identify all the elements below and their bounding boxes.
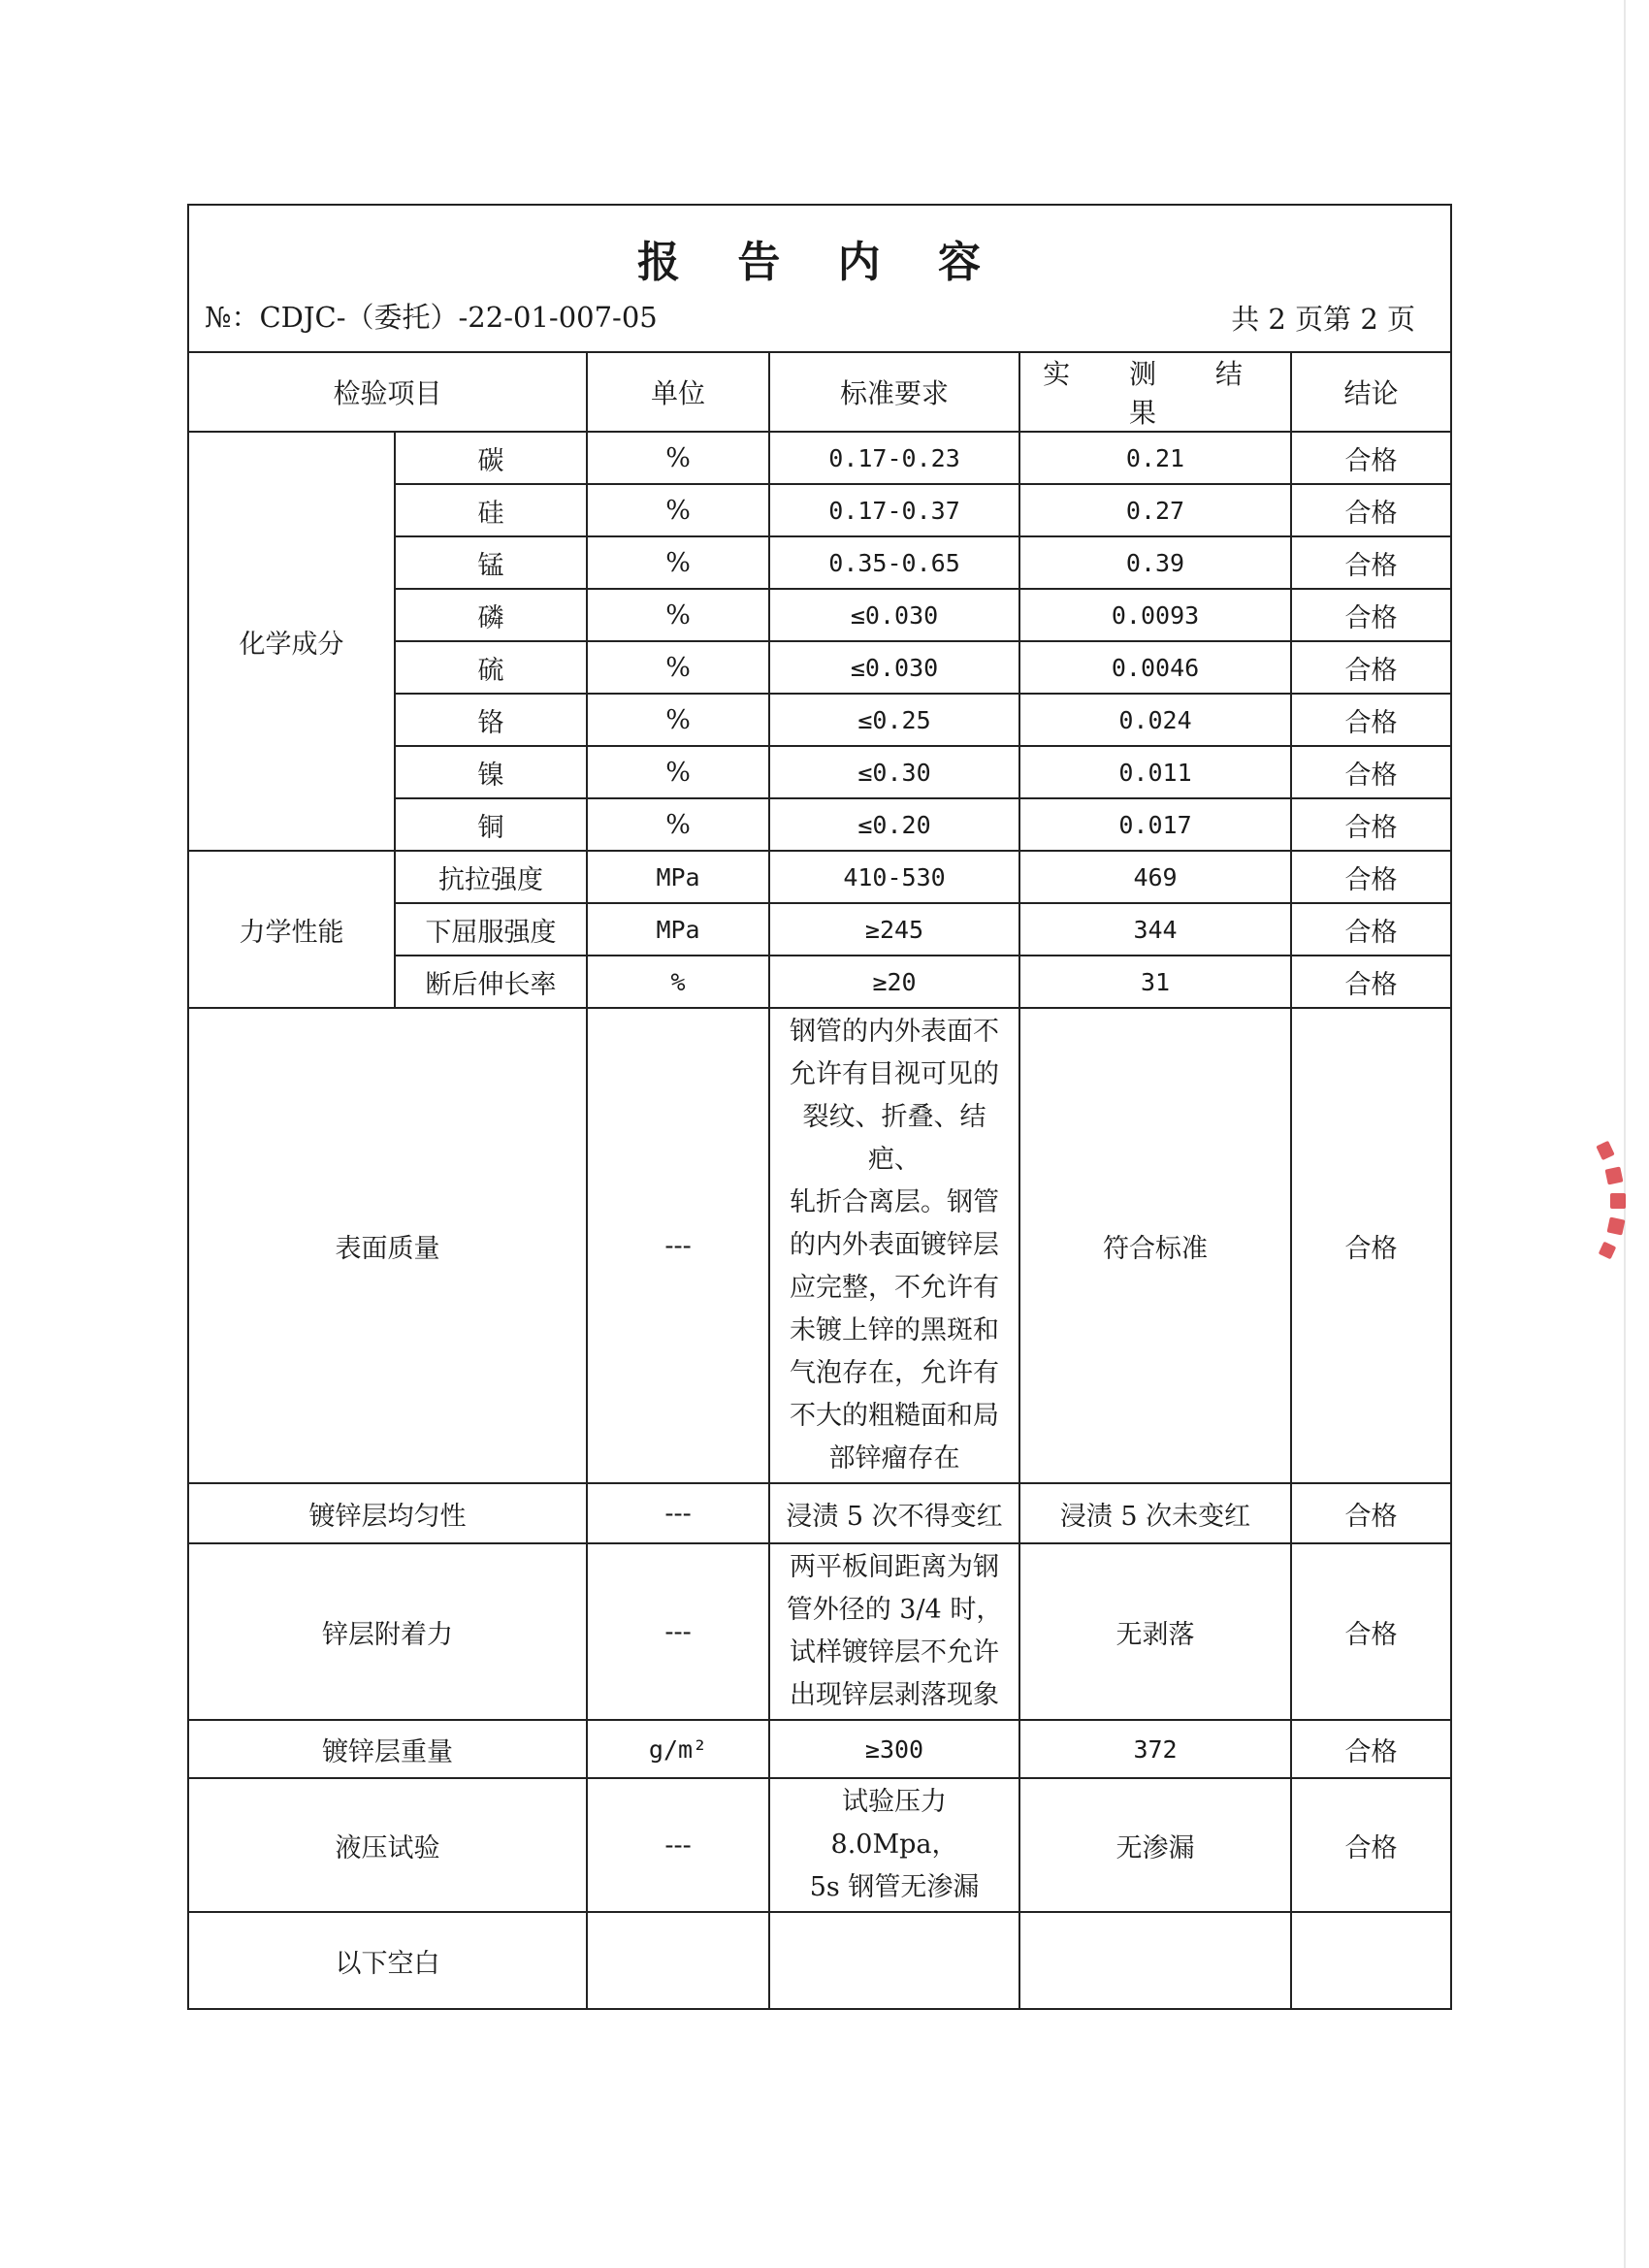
conclusion-cell: 合格 <box>1291 903 1450 956</box>
unit-cell: --- <box>587 1778 769 1912</box>
conclusion-cell: 合格 <box>1291 589 1450 641</box>
item-name: 下屈服强度 <box>395 903 587 956</box>
unit-cell: % <box>587 641 769 694</box>
result-cell: 0.024 <box>1019 694 1291 746</box>
standard-cell: 0.17-0.37 <box>769 484 1019 536</box>
report-title: 报 告 内 容 <box>637 238 1002 287</box>
result-cell: 0.0093 <box>1019 589 1291 641</box>
table-row <box>189 1778 1450 1912</box>
item-name: 抗拉强度 <box>395 851 587 903</box>
conclusion-cell: 合格 <box>1291 432 1450 484</box>
inspection-table <box>189 353 1450 2008</box>
report-container <box>187 204 1452 2010</box>
result-cell: 无剥落 <box>1019 1543 1291 1720</box>
standard-line: 管外径的 3/4 时， <box>786 1595 1003 1625</box>
conclusion-cell: 合格 <box>1291 851 1450 903</box>
standard-line: 未镀上锌的黑斑和 <box>790 1315 1000 1345</box>
result-cell: 344 <box>1019 903 1291 956</box>
result-cell: 0.39 <box>1019 536 1291 589</box>
standard-line: 气泡存在，允许有 <box>790 1358 1000 1388</box>
standard-line: 出现锌层剥落现象 <box>790 1680 1000 1710</box>
item-name: 磷 <box>395 589 587 641</box>
conclusion-cell: 合格 <box>1291 1543 1450 1720</box>
item-name: 硫 <box>395 641 587 694</box>
standard-line: 应完整，不允许有 <box>790 1273 1000 1303</box>
header-result: 实 测 结 果 <box>1019 353 1291 432</box>
standard-cell: 0.17-0.23 <box>769 432 1019 484</box>
table-row <box>189 1912 1450 2008</box>
result-cell: 0.0046 <box>1019 641 1291 694</box>
item-name: 铜 <box>395 798 587 851</box>
result-cell: 无渗漏 <box>1019 1778 1291 1912</box>
standard-line: 的内外表面镀锌层 <box>790 1230 1000 1260</box>
table-row <box>189 432 1450 484</box>
standard-cell: ≥20 <box>769 956 1019 1008</box>
unit-cell: % <box>587 956 769 1008</box>
unit-cell: % <box>587 536 769 589</box>
standard-cell: ≤0.030 <box>769 641 1019 694</box>
standard-cell: ≤0.20 <box>769 798 1019 851</box>
standard-line: 裂纹、折叠、结疤、 <box>802 1102 986 1175</box>
result-cell: 符合标准 <box>1019 1008 1291 1483</box>
unit-cell: % <box>587 746 769 798</box>
group-label: 力学性能 <box>189 851 395 1008</box>
result-cell: 0.27 <box>1019 484 1291 536</box>
page-info: 共 2 页第 2 页 <box>1231 303 1415 336</box>
group-label: 化学成分 <box>189 432 395 851</box>
conclusion-cell: 合格 <box>1291 956 1450 1008</box>
standard-line: 试验压力 8.0Mpa， <box>830 1787 958 1860</box>
standard-line: 钢管的内外表面不 <box>790 1017 1000 1047</box>
standard-cell <box>769 1543 1019 1720</box>
standard-line: 轧折合离层。钢管 <box>790 1187 1000 1217</box>
unit-cell: % <box>587 589 769 641</box>
empty-cell <box>1291 1912 1450 2008</box>
standard-line: 不大的粗糙面和局 <box>790 1401 1000 1431</box>
table-row <box>189 1543 1450 1720</box>
standard-line: 试样镀锌层不允许 <box>790 1637 1000 1668</box>
blank-note: 以下空白 <box>189 1912 587 2008</box>
table-row <box>189 1483 1450 1543</box>
seal-text-marks <box>1596 1141 1626 1260</box>
standard-cell: 0.35-0.65 <box>769 536 1019 589</box>
official-seal-stamp <box>1540 1067 1649 1300</box>
item-name: 液压试验 <box>189 1778 587 1912</box>
standard-cell: ≤0.30 <box>769 746 1019 798</box>
unit-cell: MPa <box>587 903 769 956</box>
conclusion-cell: 合格 <box>1291 1778 1450 1912</box>
result-cell: 0.017 <box>1019 798 1291 851</box>
header-unit: 单位 <box>587 353 769 432</box>
result-cell: 372 <box>1019 1720 1291 1778</box>
item-name: 锌层附着力 <box>189 1543 587 1720</box>
empty-cell <box>587 1912 769 2008</box>
standard-line: 两平板间距离为钢 <box>790 1552 1000 1582</box>
conclusion-cell: 合格 <box>1291 1008 1450 1483</box>
result-cell: 469 <box>1019 851 1291 903</box>
item-name: 镀锌层均匀性 <box>189 1483 587 1543</box>
report-header <box>189 206 1450 353</box>
result-cell: 浸渍 5 次未变红 <box>1019 1483 1291 1543</box>
conclusion-cell: 合格 <box>1291 1720 1450 1778</box>
result-cell: 31 <box>1019 956 1291 1008</box>
result-cell: 0.21 <box>1019 432 1291 484</box>
table-row <box>189 1720 1450 1778</box>
standard-cell <box>769 1778 1019 1912</box>
standard-line: 允许有目视可见的 <box>790 1059 1000 1089</box>
unit-cell: % <box>587 694 769 746</box>
header-row <box>189 353 1450 432</box>
standard-cell: 浸渍 5 次不得变红 <box>769 1483 1019 1543</box>
item-name: 镀锌层重量 <box>189 1720 587 1778</box>
standard-cell: ≥300 <box>769 1720 1019 1778</box>
table-row <box>189 1008 1450 1483</box>
item-name: 锰 <box>395 536 587 589</box>
header-standard: 标准要求 <box>769 353 1019 432</box>
item-name: 铬 <box>395 694 587 746</box>
conclusion-cell: 合格 <box>1291 746 1450 798</box>
standard-cell: ≤0.25 <box>769 694 1019 746</box>
unit-cell: --- <box>587 1008 769 1483</box>
item-name: 表面质量 <box>189 1008 587 1483</box>
header-conclusion: 结论 <box>1291 353 1450 432</box>
item-name: 镍 <box>395 746 587 798</box>
document-number: №：CDJC-（委托）-22-01-007-05 <box>205 301 658 334</box>
standard-cell <box>769 1008 1019 1483</box>
unit-cell: --- <box>587 1483 769 1543</box>
unit-cell: --- <box>587 1543 769 1720</box>
unit-cell: % <box>587 484 769 536</box>
result-cell: 0.011 <box>1019 746 1291 798</box>
header-item: 检验项目 <box>189 353 587 432</box>
unit-cell: g/m² <box>587 1720 769 1778</box>
conclusion-cell: 合格 <box>1291 641 1450 694</box>
empty-cell <box>769 1912 1019 2008</box>
standard-cell: ≥245 <box>769 903 1019 956</box>
standard-line: 5s 钢管无渗漏 <box>809 1872 980 1902</box>
conclusion-cell: 合格 <box>1291 694 1450 746</box>
conclusion-cell: 合格 <box>1291 484 1450 536</box>
item-name: 断后伸长率 <box>395 956 587 1008</box>
standard-line: 部锌瘤存在 <box>828 1443 960 1474</box>
standard-cell: ≤0.030 <box>769 589 1019 641</box>
item-name: 硅 <box>395 484 587 536</box>
unit-cell: MPa <box>587 851 769 903</box>
unit-cell: % <box>587 432 769 484</box>
unit-cell: % <box>587 798 769 851</box>
item-name: 碳 <box>395 432 587 484</box>
standard-cell: 410-530 <box>769 851 1019 903</box>
conclusion-cell: 合格 <box>1291 536 1450 589</box>
conclusion-cell: 合格 <box>1291 1483 1450 1543</box>
table-row <box>189 851 1450 903</box>
empty-cell <box>1019 1912 1291 2008</box>
conclusion-cell: 合格 <box>1291 798 1450 851</box>
